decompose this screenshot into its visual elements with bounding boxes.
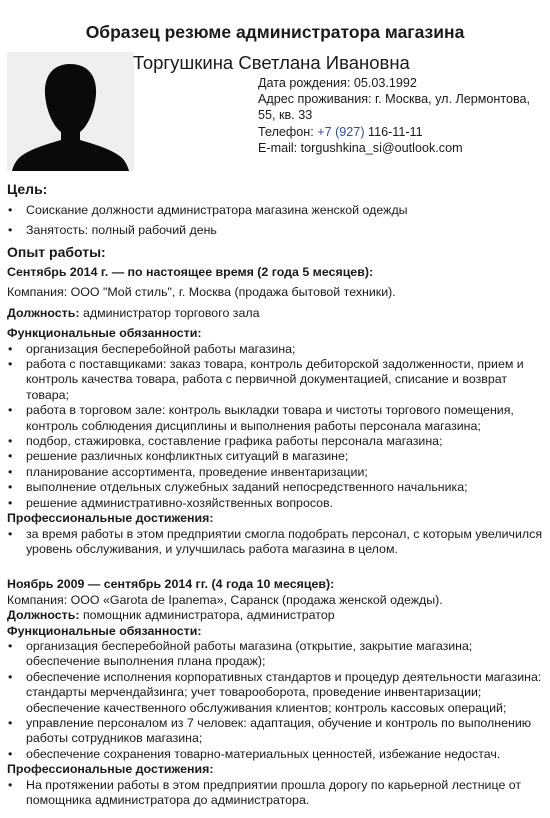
duty-item: • организация бесперебойной работы магазина; bbox=[7, 342, 543, 357]
contact-block bbox=[258, 75, 540, 156]
duty-item: • работа в торговом зале: контроль выкладки товара и чистоты торгового помещения, контроль соблюдения дисциплины и выполнения работы персонала магазина; bbox=[7, 403, 543, 434]
job-position bbox=[7, 306, 543, 321]
duty-item: • обеспечение сохранения товарно-материальных ценностей, избежание недостач. bbox=[7, 747, 543, 762]
achievement-item: • за время работы в этом предприятии смогла подобрать персонал, с которым увеличился уровень обслуживания, и улучшилась работа магазина в целом. bbox=[7, 527, 543, 558]
person-silhouette-icon bbox=[7, 52, 134, 171]
position-value: помощник администратора, администратор bbox=[79, 608, 335, 623]
duties-list bbox=[7, 639, 543, 762]
duty-item: • обеспечение исполнения корпоративных стандартов и процедур деятельности магазина: стандарты мерчендайзинга; учет товарооборота, проведение инвентаризации; обеспечение качественного обслуживания клиентов; контроль кассовых операций; bbox=[7, 670, 543, 716]
job-company: Компания: ООО "Мой стиль", г. Москва (продажа бытовой техники). bbox=[7, 285, 396, 300]
full-name: Торгушкина Светлана Ивановна bbox=[133, 52, 410, 73]
goal-heading: Цель: bbox=[7, 181, 48, 197]
duty-item: • работа с поставщиками: заказ товара, контроль дебиторской задолженности, прием и контроль качества товара, работа с первичной документацией, списание и возврат товара; bbox=[7, 357, 543, 403]
phone-number: 116-11-11 bbox=[364, 124, 423, 139]
job-company: Компания: ООО «Garota de Ipanema», Саранск (продажа женской одежды). bbox=[7, 592, 443, 607]
position-value: администратор торгового зала bbox=[79, 305, 260, 320]
email: E-mail: torgushkina_si@outlook.com bbox=[258, 140, 463, 155]
avatar bbox=[7, 52, 134, 171]
duties-heading: Функциональные обязанности: bbox=[7, 326, 202, 341]
phone bbox=[258, 124, 540, 140]
duty-item: • решение различных конфликтных ситуаций в магазине; bbox=[7, 449, 543, 464]
achievements-heading: Профессиональные достижения: bbox=[7, 511, 214, 526]
job-position bbox=[7, 608, 543, 623]
duty-item: • планирование ассортимента, проведение инвентаризации; bbox=[7, 465, 543, 480]
achievement-item: • На протяжении работы в этом предприятии прошла дорогу по карьерной лестнице от помощника администратора до администратора. bbox=[7, 778, 543, 809]
achievements-list bbox=[7, 527, 543, 558]
duty-item: • управление персоналом из 7 человек: адаптация, обучение и контроль по выполнению работы сотрудников магазина; bbox=[7, 716, 543, 747]
phone-code-link[interactable]: +7 (927) bbox=[317, 124, 365, 139]
job-period: Ноябрь 2009 — сентябрь 2014 гг. (4 года 10 месяцев): bbox=[7, 577, 335, 592]
goal-list bbox=[7, 200, 543, 240]
duty-item: • организация бесперебойной работы магазина (открытие, закрытие магазина; обеспечение выполнения плана продаж); bbox=[7, 639, 543, 670]
duties-list bbox=[7, 342, 543, 511]
address-line-1: Адрес проживания: г. Москва, ул. Лермонтова, bbox=[258, 92, 531, 107]
address-line-2: 55, кв. 33 bbox=[258, 108, 313, 123]
position-label: Должность: bbox=[7, 608, 80, 623]
goal-item: • Занятость: полный рабочий день bbox=[7, 220, 543, 240]
duty-item: • подбор, стажировка, составление графика работы персонала магазина; bbox=[7, 434, 543, 449]
experience-heading: Опыт работы: bbox=[7, 244, 106, 260]
duty-item: • выполнение отдельных служебных заданий непосредственного начальника; bbox=[7, 480, 543, 495]
resume-title: Образец резюме администратора магазина bbox=[85, 22, 465, 42]
resume-body bbox=[7, 180, 543, 808]
achievements-list bbox=[7, 778, 543, 809]
duty-item: • решение административно-хозяйственных вопросов. bbox=[7, 496, 543, 511]
position-label: Должность: bbox=[7, 305, 80, 320]
phone-label: Телефон: bbox=[258, 124, 318, 139]
achievements-heading: Профессиональные достижения: bbox=[7, 762, 214, 777]
birth-date: Дата рождения: 05.03.1992 bbox=[258, 76, 417, 90]
job-period: Сентябрь 2014 г. — по настоящее время (2 года 5 месяцев): bbox=[7, 265, 374, 279]
goal-item: • Соискание должности администратора магазина женской одежды bbox=[7, 200, 543, 220]
duties-heading: Функциональные обязанности: bbox=[7, 623, 202, 638]
